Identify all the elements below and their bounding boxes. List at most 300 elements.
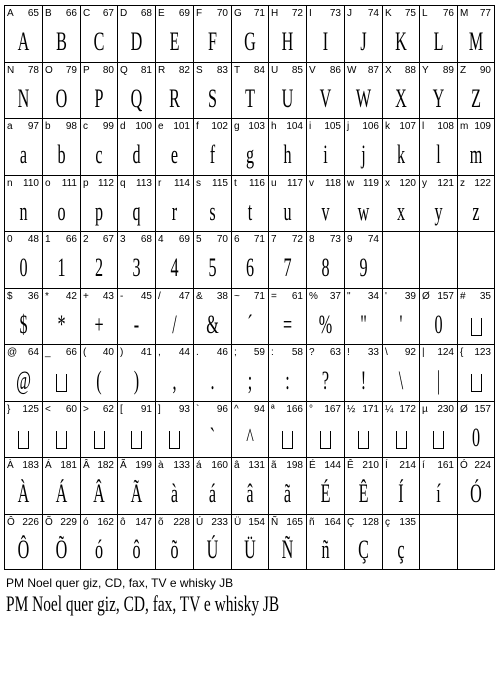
glyph-code: 116: [249, 178, 265, 189]
glyph-label: [422, 178, 454, 189]
glyph-cell: [306, 514, 344, 570]
glyph-label: [385, 178, 416, 189]
glyph-code: 111: [61, 178, 77, 189]
glyph-char: Ø: [460, 404, 468, 415]
missing-glyph-box: [156, 418, 193, 457]
glyph-sample: z: [472, 196, 480, 226]
glyph-label: [83, 291, 114, 302]
glyph-sample: :: [285, 366, 290, 395]
glyph-code: 105: [324, 121, 341, 132]
glyph-cell: [117, 5, 155, 62]
glyph-code: 66: [65, 234, 77, 245]
glyph-char: 8: [309, 234, 315, 245]
glyph-sample: g: [245, 140, 255, 169]
glyph-code: 224: [474, 460, 491, 471]
glyph-label: [234, 347, 265, 358]
glyph-cell: [117, 514, 155, 570]
glyph-char: q: [120, 178, 126, 189]
glyph-sample: í: [436, 479, 441, 508]
glyph-code: 199: [135, 460, 152, 471]
glyph-code: 74: [367, 234, 379, 245]
glyph-char: P: [83, 65, 90, 76]
glyph-char: ó: [83, 517, 89, 528]
glyph-code: 89: [442, 65, 454, 76]
glyph-sample: 8: [321, 253, 330, 282]
glyph-char: _: [45, 347, 51, 358]
glyph-label: [271, 121, 303, 132]
glyph-code: 124: [437, 347, 454, 358]
glyph-cell: [382, 231, 419, 288]
glyph-char: 3: [120, 234, 126, 245]
glyph-cell: [4, 288, 42, 344]
glyph-sample: |: [436, 366, 441, 395]
glyph-label: [460, 65, 491, 76]
glyph-sample: &: [206, 309, 219, 339]
glyph-sample: 6: [245, 253, 255, 282]
glyph-sample: k: [396, 140, 406, 169]
glyph-label: [196, 517, 228, 528]
glyph-code: 128: [362, 517, 379, 528]
glyph-char: ½: [347, 404, 356, 415]
glyph-code: 64: [27, 347, 39, 358]
glyph-code: 83: [216, 65, 228, 76]
glyph-char: u: [271, 178, 277, 189]
glyph-cell: [231, 175, 268, 231]
glyph-cell: [80, 175, 117, 231]
glyph-sample: 2: [94, 253, 104, 282]
glyph-sample: [427, 248, 450, 288]
glyph-sample: h: [283, 140, 292, 169]
glyph-label: [7, 121, 39, 132]
glyph-label: [120, 517, 152, 528]
glyph-code: 68: [140, 234, 152, 245]
glyph-code: 118: [325, 178, 341, 189]
glyph-char: J: [347, 8, 352, 19]
glyph-cell: [231, 5, 268, 62]
glyph-label: [7, 404, 39, 415]
glyph-label: [234, 234, 265, 245]
glyph-char: Â: [83, 460, 90, 471]
glyph-cell: [268, 62, 306, 118]
glyph-char: 7: [271, 234, 277, 245]
glyph-label: [385, 65, 416, 76]
glyph-code: 135: [399, 517, 416, 528]
missing-glyph-box: [307, 418, 344, 457]
glyph-cell: [419, 118, 457, 175]
glyph-char: à: [158, 460, 164, 471]
glyph-sample: 4: [170, 253, 179, 282]
glyph-label: [7, 517, 39, 528]
glyph-code: 165: [286, 517, 303, 528]
glyph-code: 103: [248, 121, 265, 132]
glyph-cell: [231, 62, 268, 118]
glyph-cell: [306, 288, 344, 344]
glyph-char: 1: [45, 234, 51, 245]
glyph-cell: [382, 457, 419, 514]
glyph-code: 73: [329, 234, 341, 245]
glyph-code: 36: [27, 291, 39, 302]
glyph-cell: [419, 175, 457, 231]
glyph-label: [196, 347, 228, 358]
glyph-cell: [4, 401, 42, 457]
glyph-code: 45: [140, 291, 152, 302]
glyph-code: 41: [140, 347, 152, 358]
glyph-label: [120, 65, 152, 76]
glyph-code: 42: [65, 291, 77, 302]
glyph-char: s: [196, 178, 201, 189]
glyph-label: [271, 460, 303, 471]
glyph-sample: j: [361, 140, 366, 169]
glyph-char: p: [83, 178, 89, 189]
glyph-label: [385, 121, 416, 132]
glyph-sample: À: [17, 479, 30, 508]
glyph-cell: [4, 5, 42, 62]
glyph-label: [309, 517, 341, 528]
glyph-label: [196, 8, 228, 19]
glyph-char: á: [196, 460, 202, 471]
glyph-label: [234, 65, 265, 76]
glyph-cell: [306, 118, 344, 175]
glyph-sample: L: [433, 27, 444, 56]
glyph-label: [158, 65, 190, 76]
glyph-label: [422, 65, 454, 76]
glyph-cell: [268, 5, 306, 62]
glyph-label: [234, 517, 265, 528]
glyph-sample: F: [208, 27, 217, 56]
glyph-sample: o: [57, 196, 66, 226]
glyph-label: [271, 234, 303, 245]
glyph-label: [158, 291, 190, 302]
glyph-label: [309, 404, 341, 415]
glyph-code: 115: [212, 178, 228, 189]
glyph-sample: Í: [398, 479, 404, 508]
missing-glyph-box: [43, 418, 80, 457]
glyph-char: y: [422, 178, 427, 189]
glyph-char: b: [45, 121, 51, 132]
glyph-char: ô: [120, 517, 126, 528]
glyph-sample: 7: [283, 253, 292, 282]
glyph-cell: [155, 62, 193, 118]
glyph-cell: [457, 288, 495, 344]
glyph-code: 104: [286, 121, 303, 132]
glyph-label: [196, 460, 228, 471]
glyph-cell: [80, 288, 117, 344]
glyph-code: 87: [367, 65, 379, 76]
glyph-cell: [457, 62, 495, 118]
glyph-label: [120, 8, 152, 19]
glyph-cell: [457, 457, 495, 514]
glyph-cell: [306, 344, 344, 401]
glyph-cell: [382, 62, 419, 118]
glyph-label: [7, 291, 39, 302]
glyph-label: [7, 178, 39, 189]
glyph-char: ?: [309, 347, 315, 358]
glyph-code: 70: [216, 8, 228, 19]
sample-text-small: PM Noel quer giz, CD, fax, TV e whisky JB: [6, 576, 234, 590]
glyph-cell: [42, 5, 80, 62]
glyph-sample: D: [130, 27, 143, 56]
glyph-sample: X: [395, 83, 407, 113]
glyph-code: 160: [211, 460, 228, 471]
glyph-sample: B: [56, 27, 67, 56]
glyph-code: 167: [324, 404, 341, 415]
glyph-code: 71: [253, 291, 265, 302]
glyph-char: Á: [45, 460, 52, 471]
glyph-sample: [390, 248, 412, 288]
glyph-cell: [382, 514, 419, 570]
glyph-char: S: [196, 65, 203, 76]
glyph-cell: [344, 231, 382, 288]
glyph-label: [271, 404, 303, 415]
glyph-code: 108: [437, 121, 454, 132]
glyph-cell: [344, 62, 382, 118]
glyph-char: T: [234, 65, 241, 76]
glyph-code: 157: [437, 291, 454, 302]
glyph-code: 46: [216, 347, 228, 358]
glyph-code: 78: [27, 65, 39, 76]
glyph-char: $: [7, 291, 13, 302]
glyph-cell: [42, 514, 80, 570]
glyph-char: H: [271, 8, 279, 19]
glyph-cell: [193, 514, 231, 570]
glyph-char: ': [385, 291, 387, 302]
glyph-code: 68: [140, 8, 152, 19]
glyph-char: /: [158, 291, 161, 302]
glyph-char: a: [7, 121, 13, 132]
glyph-label: [271, 178, 303, 189]
glyph-sample: Ê: [358, 479, 369, 508]
glyph-code: 228: [173, 517, 190, 528]
glyph-sample: w: [357, 196, 370, 226]
glyph-code: 67: [102, 8, 114, 19]
glyph-char: õ: [158, 517, 164, 528]
glyph-char: W: [347, 65, 357, 76]
glyph-label: [347, 460, 379, 471]
glyph-char: Ê: [347, 460, 354, 471]
glyph-sample: ,: [172, 366, 177, 395]
glyph-label: [460, 8, 491, 19]
glyph-char: i: [309, 121, 312, 132]
glyph-sample: S: [208, 83, 217, 113]
glyph-code: 72: [291, 8, 303, 19]
glyph-code: 166: [286, 404, 303, 415]
glyph-code: 73: [329, 8, 341, 19]
glyph-sample: +: [94, 309, 104, 339]
glyph-char: n: [7, 178, 13, 189]
glyph-label: [271, 291, 303, 302]
glyph-label: [196, 291, 228, 302]
glyph-cell: [231, 514, 268, 570]
glyph-label: [271, 65, 303, 76]
glyph-label: [45, 8, 77, 19]
glyph-label: [196, 121, 228, 132]
glyph-sample: d: [132, 140, 141, 169]
glyph-cell: [42, 401, 80, 457]
glyph-char: Y: [422, 65, 429, 76]
glyph-sample: r: [171, 196, 178, 226]
glyph-char: ^: [234, 404, 239, 415]
glyph-sample: N: [17, 83, 30, 113]
glyph-char: Q: [120, 65, 128, 76]
glyph-label: [45, 65, 77, 76]
glyph-char: µ: [422, 404, 428, 415]
glyph-cell: [193, 62, 231, 118]
glyph-char: Ú: [196, 517, 204, 528]
glyph-label: [271, 517, 303, 528]
glyph-cell: [382, 344, 419, 401]
glyph-code: 117: [287, 178, 303, 189]
glyph-sample: @: [16, 366, 31, 395]
glyph-char: c: [83, 121, 88, 132]
glyph-sample: Ç: [358, 535, 369, 564]
glyph-char: .: [196, 347, 199, 358]
glyph-char: }: [7, 404, 11, 415]
glyph-cell: [117, 62, 155, 118]
missing-glyph-box: [458, 305, 494, 344]
glyph-sample: *: [57, 309, 66, 339]
glyph-sample: M: [468, 27, 484, 56]
glyph-code: 113: [136, 178, 152, 189]
glyph-label: [385, 517, 416, 528]
glyph-char: N: [7, 65, 15, 76]
glyph-sample: x: [396, 196, 406, 226]
glyph-sample: ': [399, 309, 403, 339]
glyph-char: À: [7, 460, 14, 471]
glyph-char: h: [271, 121, 277, 132]
glyph-char: ,: [158, 347, 161, 358]
glyph-cell: [117, 231, 155, 288]
glyph-cell: [80, 231, 117, 288]
glyph-code: 34: [367, 291, 379, 302]
glyph-code: 147: [135, 517, 152, 528]
glyph-char: 5: [196, 234, 202, 245]
glyph-char: w: [347, 178, 355, 189]
glyph-cell: [344, 5, 382, 62]
glyph-code: 60: [65, 404, 77, 415]
glyph-code: 70: [216, 234, 228, 245]
glyph-char: ~: [234, 291, 240, 302]
glyph-char: °: [309, 404, 313, 415]
glyph-cell: [80, 514, 117, 570]
glyph-cell: [268, 175, 306, 231]
glyph-label: [234, 178, 265, 189]
glyph-label: [83, 65, 114, 76]
glyph-char: l: [422, 121, 425, 132]
glyph-label: [196, 65, 228, 76]
glyph-label: [234, 291, 265, 302]
glyph-char: ;: [234, 347, 237, 358]
glyph-code: 81: [140, 65, 152, 76]
glyph-cell: [193, 344, 231, 401]
glyph-cell: [193, 231, 231, 288]
missing-glyph-box: [345, 418, 382, 457]
glyph-label: [385, 8, 416, 19]
glyph-cell: [268, 288, 306, 344]
glyph-label: [83, 460, 114, 471]
glyph-label: [347, 517, 379, 528]
glyph-cell: [117, 401, 155, 457]
glyph-label: [460, 178, 491, 189]
glyph-code: 121: [437, 178, 454, 189]
glyph-sample: i: [323, 140, 328, 169]
glyph-code: 59: [253, 347, 265, 358]
glyph-cell: [193, 118, 231, 175]
glyph-code: 226: [22, 517, 39, 528]
glyph-code: 72: [291, 234, 303, 245]
glyph-char: k: [385, 121, 390, 132]
glyph-code: 181: [60, 460, 77, 471]
glyph-label: [460, 291, 491, 302]
glyph-label: [460, 347, 491, 358]
glyph-label: [120, 121, 152, 132]
glyph-char: Ó: [460, 460, 468, 471]
glyph-char: 9: [347, 234, 353, 245]
glyph-code: 107: [399, 121, 416, 132]
glyph-char: !: [347, 347, 350, 358]
glyph-char: e: [158, 121, 164, 132]
glyph-label: [158, 8, 190, 19]
glyph-sample: 0: [471, 422, 481, 452]
glyph-cell: [117, 344, 155, 401]
missing-glyph-box: [383, 418, 419, 457]
glyph-char: Í: [385, 460, 388, 471]
glyph-char: B: [45, 8, 52, 19]
glyph-code: 110: [23, 178, 39, 189]
glyph-label: [385, 460, 416, 471]
glyph-char: r: [158, 178, 162, 189]
glyph-char: F: [196, 8, 203, 19]
glyph-cell: [306, 5, 344, 62]
glyph-cell: [268, 118, 306, 175]
glyph-char: *: [45, 291, 49, 302]
sample-text-large: PM Noel quer giz, CD, fax, TV e whisky JB: [6, 591, 280, 616]
glyph-sample: p: [94, 196, 104, 226]
glyph-code: 66: [65, 8, 77, 19]
glyph-cell: [4, 514, 42, 570]
glyph-cell: [42, 175, 80, 231]
glyph-sample: 9: [359, 253, 368, 282]
glyph-sample: b: [57, 140, 66, 169]
glyph-code: 69: [178, 8, 190, 19]
glyph-char: {: [460, 347, 464, 358]
glyph-cell: [193, 457, 231, 514]
glyph-sample: Ô: [17, 535, 30, 564]
glyph-code: 198: [286, 460, 303, 471]
glyph-cell: [4, 344, 42, 401]
glyph-label: [385, 347, 416, 358]
glyph-sample: a: [19, 140, 28, 169]
glyph-label: [158, 234, 190, 245]
glyph-cell: [419, 401, 457, 457]
glyph-char: ã: [271, 460, 277, 471]
glyph-code: 114: [174, 178, 190, 189]
glyph-code: 93: [178, 404, 190, 415]
glyph-label: [45, 404, 77, 415]
glyph-label: [347, 8, 379, 19]
glyph-cell: [80, 5, 117, 62]
glyph-label: [422, 404, 454, 415]
glyph-sample: 1: [57, 253, 66, 282]
glyph-sample: T: [245, 83, 255, 113]
glyph-sample: R: [169, 83, 180, 113]
glyph-cell: [306, 175, 344, 231]
glyph-cell: [155, 457, 193, 514]
glyph-code: 100: [135, 121, 152, 132]
glyph-label: [45, 121, 77, 132]
glyph-cell: [155, 175, 193, 231]
glyph-sample: O: [55, 83, 68, 113]
glyph-char: E: [158, 8, 165, 19]
